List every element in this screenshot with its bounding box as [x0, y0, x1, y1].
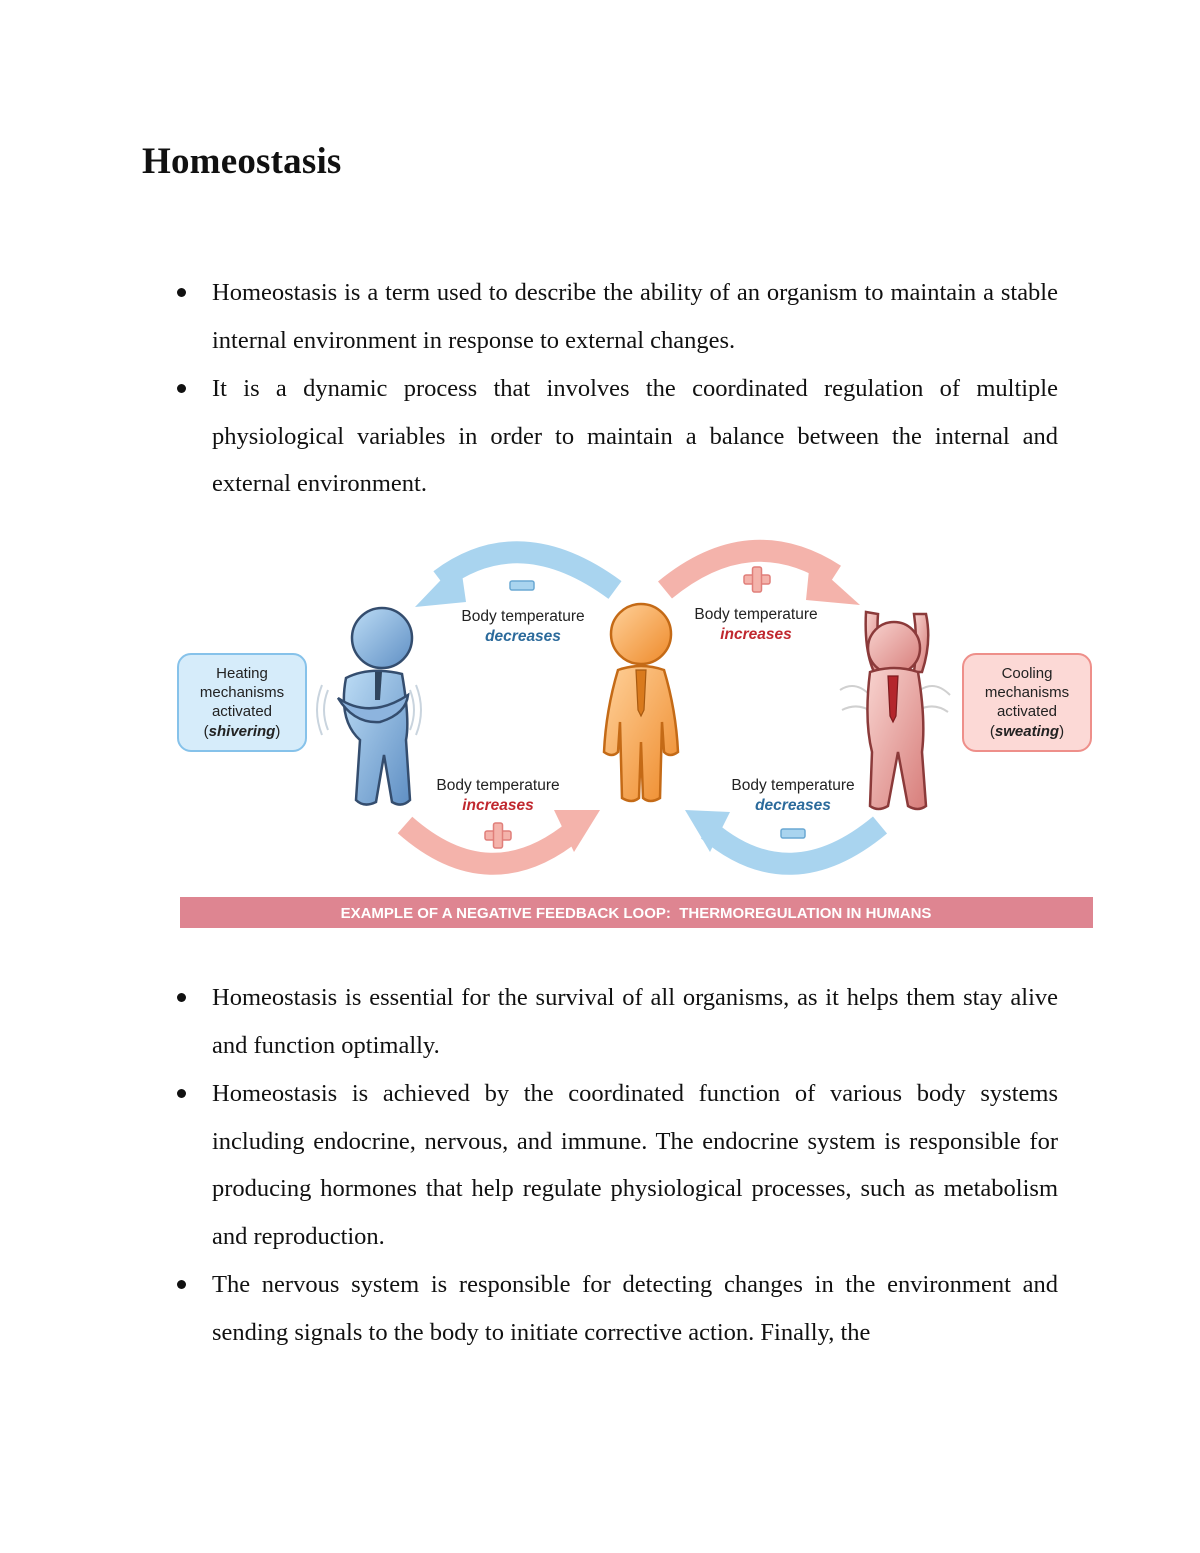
cooling-box — [963, 654, 1091, 751]
feedback-loop-diagram — [170, 530, 1100, 935]
minus-icon — [781, 829, 805, 838]
heating-line: mechanisms — [199, 684, 285, 701]
bullet-item: Homeostasis is essential for the survival of all organisms, as it helps them stay alive and function optimally. — [0, 974, 1058, 1069]
heating-line: activated — [211, 703, 273, 720]
cooling-line: Cooling — [1001, 665, 1053, 682]
plus-icon — [744, 567, 770, 592]
heating-box — [178, 654, 306, 751]
cooling-line: mechanisms — [984, 684, 1070, 701]
bullet-list-top — [0, 269, 1200, 509]
bottom-left-label: Body temperature — [436, 777, 560, 794]
cooling-emph-line: (sweating) — [989, 723, 1065, 740]
top-left-state: decreases — [485, 628, 561, 645]
bullet-item: Homeostasis is a term used to describe the ability of an organism to maintain a stable internal environment in response to external changes. — [0, 269, 1058, 364]
minus-icon — [510, 581, 534, 590]
heating-line: Heating — [216, 665, 268, 682]
top-right-label: Body temperature — [694, 606, 818, 623]
neutral-person-icon — [604, 604, 678, 801]
page-title: Homeostasis — [142, 141, 342, 182]
bottom-right-label: Body temperature — [731, 777, 855, 794]
bullet-list-bottom — [0, 974, 1200, 1357]
bottom-right-state: decreases — [755, 797, 831, 814]
bullet-item: It is a dynamic process that involves the coordinated regulation of multiple physiological variables in order to maintain a balance between the internal and external environment. — [0, 365, 1058, 508]
thermoregulation-figure — [170, 530, 1100, 935]
top-left-label: Body temperature — [461, 608, 585, 625]
plus-icon — [485, 823, 511, 848]
bullet-item: The nervous system is responsible for detecting changes in the environment and sending signals to the body to initiate corrective action. Finally, the — [0, 1261, 1058, 1356]
bullet-item: Homeostasis is achieved by the coordinated function of various body systems including endocrine, nervous, and immune. The endocrine system is responsible for producing hormones that help regulate physiological processes, such as metabolism and reproduction. — [0, 1070, 1058, 1260]
banner-text: EXAMPLE OF A NEGATIVE FEEDBACK LOOP: THERMOREGULATION IN HUMANS — [340, 905, 932, 922]
top-right-state: increases — [720, 626, 792, 643]
bottom-left-state: increases — [462, 797, 534, 814]
cold-person-icon — [317, 608, 421, 805]
arrow-top-left — [415, 552, 615, 607]
cooling-line: activated — [996, 703, 1058, 720]
heating-emph-line: (shivering) — [203, 723, 281, 740]
hot-person-icon — [840, 612, 950, 809]
